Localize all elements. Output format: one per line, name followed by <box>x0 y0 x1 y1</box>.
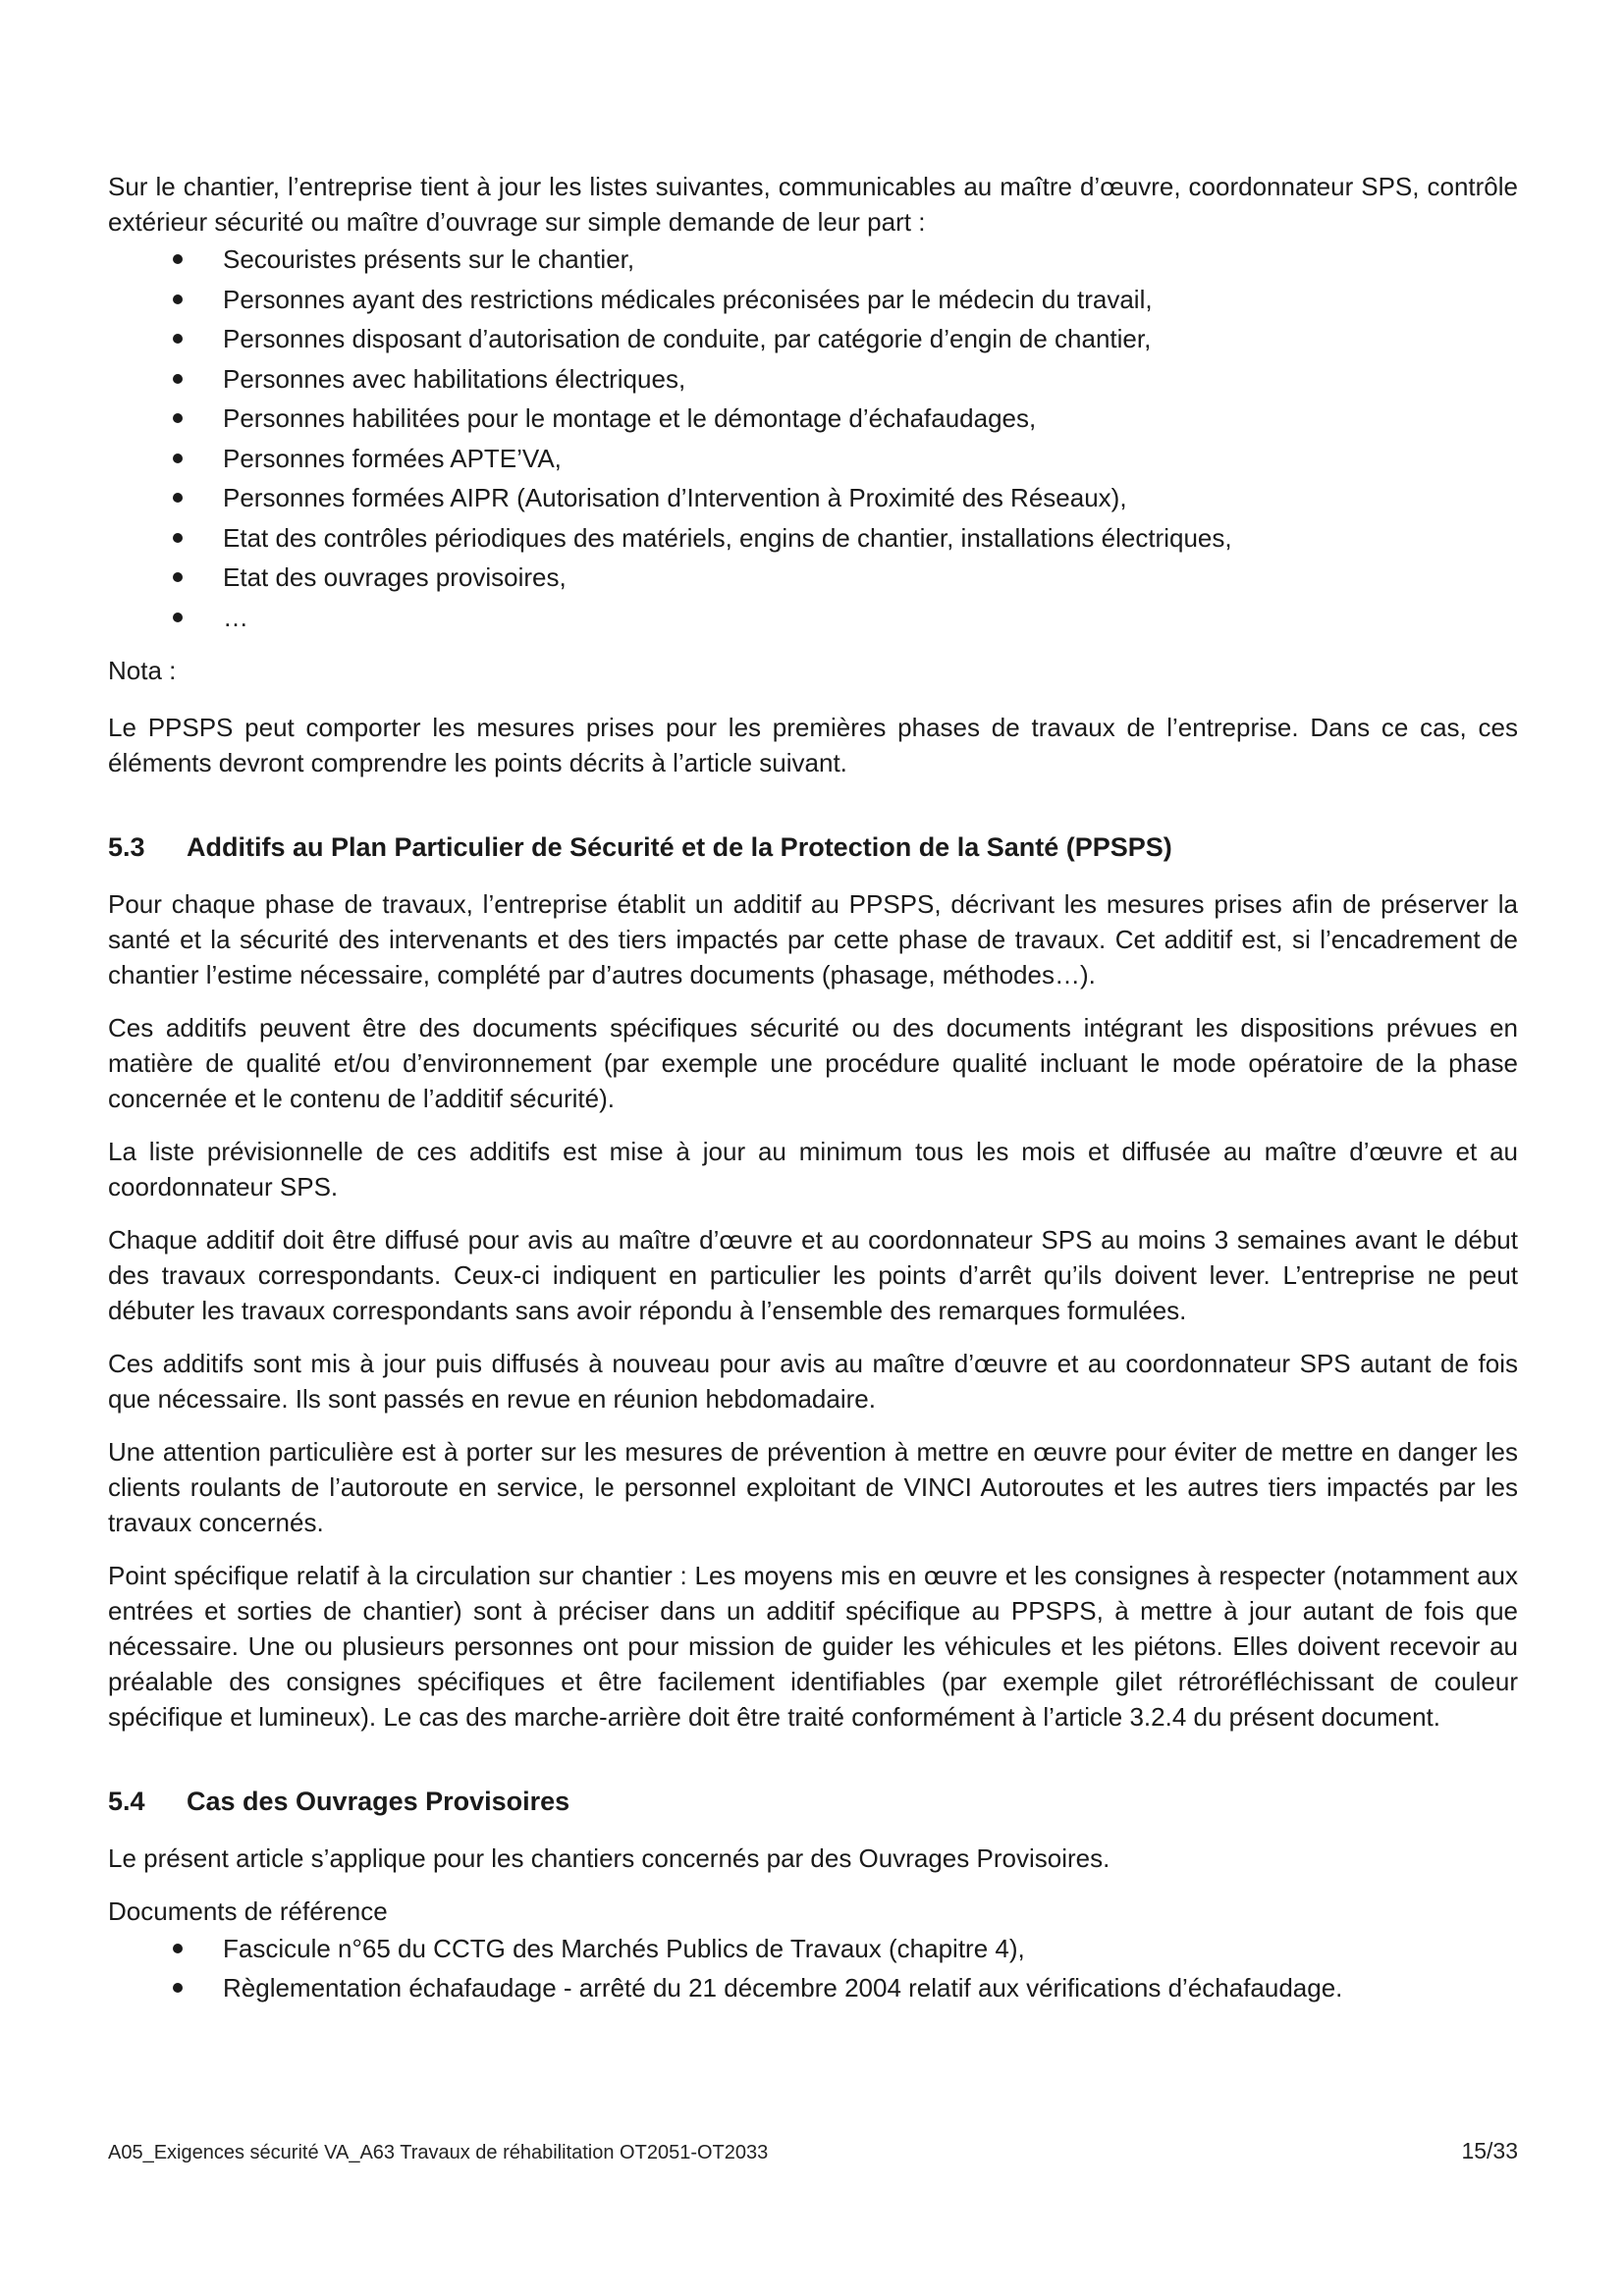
list-item: Personnes ayant des restrictions médicales préconisées par le médecin du travail, <box>108 280 1518 320</box>
paragraph: Point spécifique relatif à la circulation sur chantier : Les moyens mis en œuvre et les consignes à respecter (notamment aux entrées et sorties de chantier) sont à préciser dans un additif spécifique au PPSPS, à mettre à jour autant de fois que nécessaire. Une ou plusieurs personnes ont pour mission de guider les véhicules et les piétons. Elles doivent recevoir au préalable des consignes spécifiques et être facilement identifiables (par exemple gilet rétroréfléchissant de couleur spécifique et lumineux). Le cas des marche-arrière doit être traité conformément à l’article 3.2.4 du présent document. <box>108 1561 1518 1732</box>
list-item: Secouristes présents sur le chantier, <box>108 240 1518 280</box>
nota-paragraph: Le PPSPS peut comporter les mesures prises pour les premières phases de travaux de l’entreprise. Dans ce cas, ces éléments devront comprendre les points décrits à l’article suivant. <box>108 713 1518 777</box>
page-footer <box>108 2138 1518 2164</box>
section-number: 5.4 <box>108 1787 145 1816</box>
list-item: Personnes disposant d’autorisation de conduite, par catégorie d’engin de chantier, <box>108 319 1518 359</box>
list-item: Personnes formées AIPR (Autorisation d’Intervention à Proximité des Réseaux), <box>108 478 1518 518</box>
list-item: … <box>108 598 1518 638</box>
paragraph: Une attention particulière est à porter sur les mesures de prévention à mettre en œuvre pour éviter de mettre en danger les clients roulants de l’autoroute en service, le personnel exploitant de VINCI Autoroutes et les autres tiers impactés par les travaux concernés. <box>108 1437 1518 1537</box>
section-title: Additifs au Plan Particulier de Sécurité et de la Protection de la Santé (PPSPS) <box>187 832 1172 862</box>
list-item: Etat des contrôles périodiques des matériels, engins de chantier, installations électriques, <box>108 518 1518 559</box>
list-item: Fascicule n°65 du CCTG des Marchés Publics de Travaux (chapitre 4), <box>108 1929 1518 1968</box>
list-item: Personnes avec habilitations électriques, <box>108 359 1518 400</box>
list-item: Personnes formées APTE’VA, <box>108 439 1518 479</box>
list-item: Etat des ouvrages provisoires, <box>108 558 1518 598</box>
footer-doc-ref: A05_Exigences sécurité VA_A63 Travaux de réhabilitation OT2051-OT2033 <box>108 2142 769 2163</box>
paragraph: Le présent article s’applique pour les chantiers concernés par des Ouvrages Provisoires. <box>108 1843 1110 1873</box>
list-item: Personnes habilitées pour le montage et le démontage d’échafaudages, <box>108 399 1518 439</box>
paragraph: Pour chaque phase de travaux, l’entreprise établit un additif au PPSPS, décrivant les mesures prises afin de préserver la santé et la sécurité des intervenants et des tiers impactés par cette phase de travaux. Cet additif est, si l’encadrement de chantier l’estime nécessaire, complété par d’autres documents (phasage, méthodes…). <box>108 889 1518 989</box>
list-item: Règlementation échafaudage - arrêté du 21 décembre 2004 relatif aux vérifications d’échafaudage. <box>108 1968 1518 2007</box>
paragraph: Chaque additif doit être diffusé pour avis au maître d’œuvre et au coordonnateur SPS au moins 3 semaines avant le début des travaux correspondants. Ceux-ci indiquent en particulier les points d’arrêt qu’ils doivent lever. L’entreprise ne peut débuter les travaux correspondants sans avoir répondu à l’ensemble des remarques formulées. <box>108 1225 1518 1325</box>
section-number: 5.3 <box>108 832 145 862</box>
page-number: 15/33 <box>1461 2138 1518 2163</box>
reference-docs-list <box>108 1929 1518 2007</box>
docs-label: Documents de référence <box>108 1896 388 1926</box>
paragraph: Ces additifs sont mis à jour puis diffusés à nouveau pour avis au maître d’œuvre et au coordonnateur SPS autant de fois que nécessaire. Ils sont passés en revue en réunion hebdomadaire. <box>108 1349 1518 1414</box>
intro-paragraph: Sur le chantier, l’entreprise tient à jour les listes suivantes, communicables au maître d’œuvre, coordonnateur SPS, contrôle extérieur sécurité ou maître d’ouvrage sur simple demande de leur part : <box>108 172 1518 237</box>
document-body <box>108 169 1518 2023</box>
paragraph: Ces additifs peuvent être des documents spécifiques sécurité ou des documents intégrant les dispositions prévues en matière de qualité et/ou d’environnement (par exemple une procédure qualité incluant le mode opératoire de la phase concernée et le contenu de l’additif sécurité). <box>108 1013 1518 1113</box>
paragraph: La liste prévisionnelle de ces additifs est mise à jour au minimum tous les mois et diffusée au maître d’œuvre et au coordonnateur SPS. <box>108 1137 1518 1201</box>
site-lists <box>108 240 1518 637</box>
section-title: Cas des Ouvrages Provisoires <box>187 1787 570 1816</box>
section-heading-5-4 <box>108 1784 1518 1819</box>
nota-label: Nota : <box>108 656 177 685</box>
section-heading-5-3 <box>108 829 1518 865</box>
